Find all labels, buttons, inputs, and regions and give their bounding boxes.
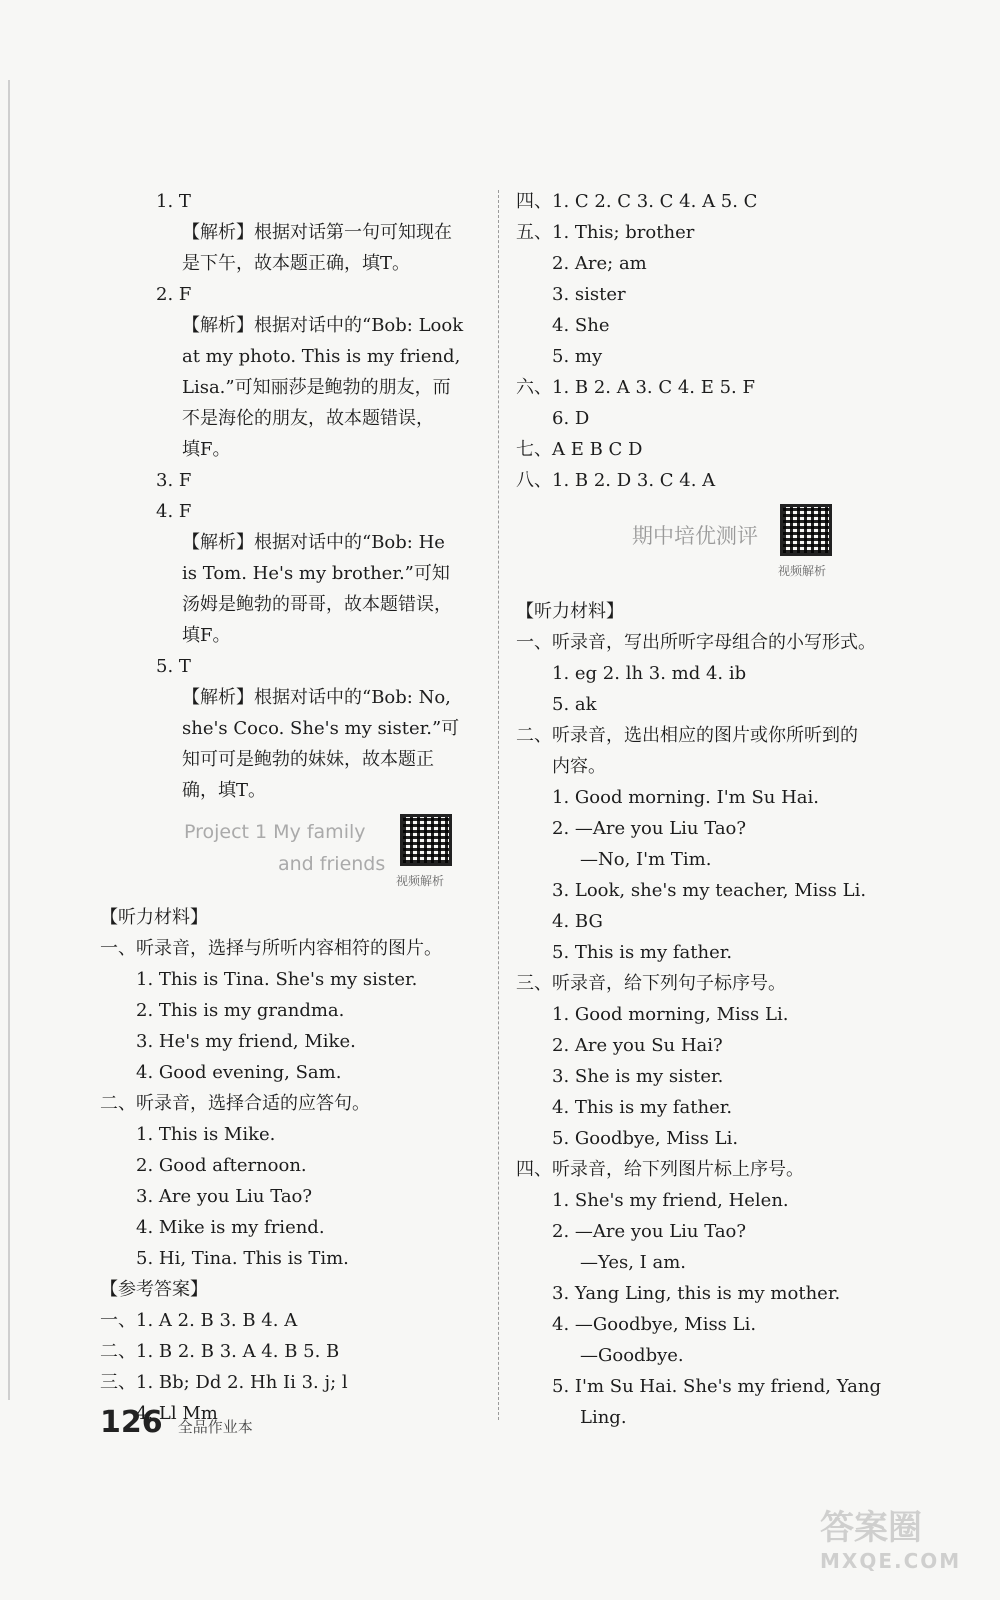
text-line: 5. T <box>156 656 191 677</box>
text-line: 5. Hi, Tina. This is Tim. <box>136 1248 349 1269</box>
text-line: 【参考答案】 <box>100 1279 208 1300</box>
text-line: is Tom. He's my brother.”可知 <box>182 563 450 584</box>
text-line: 八、1. B 2. D 3. C 4. A <box>516 470 716 491</box>
text-line: 三、1. Bb; Dd 2. Hh Ii 3. j; l <box>100 1372 348 1393</box>
text-line: —Goodbye. <box>580 1345 684 1366</box>
text-line: 5. Goodbye, Miss Li. <box>552 1128 739 1149</box>
text-line: 一、听录音，写出所听字母组合的小写形式。 <box>516 632 876 653</box>
text-line: 是下午，故本题正确，填T。 <box>182 253 411 274</box>
text-line: 汤姆是鲍勃的哥哥，故本题错误， <box>182 594 452 615</box>
text-line: 内容。 <box>552 756 606 777</box>
text-line: 三、听录音，给下列句子标序号。 <box>516 973 786 994</box>
midterm-title: 期中培优测评 <box>632 524 758 548</box>
text-line: 四、听录音，给下列图片标上序号。 <box>516 1159 804 1180</box>
qr-caption: 视频解析 <box>778 564 827 578</box>
text-line: 4. Good evening, Sam. <box>136 1062 342 1083</box>
text-line: 【解析】根据对话中的“Bob: He <box>182 532 445 553</box>
watermark-logo <box>820 1500 980 1580</box>
text-line: —Yes, I am. <box>580 1252 687 1273</box>
project-title-line1: Project 1 My family <box>184 821 366 843</box>
text-line: 一、1. A 2. B 3. B 4. A <box>100 1310 298 1331</box>
left-answer-lines <box>100 186 485 806</box>
text-line: 3. Look, she's my teacher, Miss Li. <box>552 880 867 901</box>
right-answer-lines <box>516 186 911 496</box>
page-footer <box>100 1405 253 1440</box>
text-line: 5. my <box>552 346 603 367</box>
text-line: 不是海伦的朋友，故本题错误， <box>182 408 434 429</box>
text-line: 六、1. B 2. A 3. C 4. E 5. F <box>516 377 755 398</box>
text-line: 2. F <box>156 284 192 305</box>
text-line: 4. F <box>156 501 192 522</box>
text-line: 4. This is my father. <box>552 1097 733 1118</box>
text-line: 五、1. This; brother <box>516 222 695 243</box>
text-line: 4. BG <box>552 911 603 932</box>
text-line: 确，填T。 <box>182 780 267 801</box>
page-edge-line <box>8 80 10 1400</box>
text-line: 4. Mike is my friend. <box>136 1217 325 1238</box>
left-listening-lines <box>100 902 485 1429</box>
text-line: 3. sister <box>552 284 626 305</box>
watermark-top: 答案圈 <box>820 1508 922 1548</box>
project-title-line2: and friends <box>278 853 386 875</box>
watermark-bottom: MXQE.COM <box>820 1549 962 1573</box>
text-line: 5. This is my father. <box>552 942 733 963</box>
left-column <box>100 186 485 1429</box>
text-line: she's Coco. She's my sister.”可 <box>182 718 460 739</box>
page-number: 126 <box>100 1405 163 1440</box>
text-line: 1. This is Tina. She's my sister. <box>136 969 418 990</box>
text-line: 3. F <box>156 470 192 491</box>
text-line: 1. This is Mike. <box>136 1124 276 1145</box>
text-line: 1. Good morning, Miss Li. <box>552 1004 789 1025</box>
text-line: 1. T <box>156 191 191 212</box>
qr-code-icon[interactable] <box>400 814 452 866</box>
text-line: Ling. <box>580 1407 627 1428</box>
text-line: 5. ak <box>552 694 597 715</box>
text-line: 4. Ll Mm <box>136 1403 218 1424</box>
text-line: 3. Are you Liu Tao? <box>136 1186 313 1207</box>
text-line: 【听力材料】 <box>100 907 208 928</box>
qr-code-icon[interactable] <box>780 504 832 556</box>
text-line: 1. eg 2. lh 3. md 4. ib <box>552 663 747 684</box>
text-line: 2. This is my grandma. <box>136 1000 345 1021</box>
text-line: 1. Good morning. I'm Su Hai. <box>552 787 820 808</box>
text-line: 知可可是鲍勃的妹妹，故本题正 <box>182 749 434 770</box>
right-listening-lines <box>516 596 911 1433</box>
text-line: at my photo. This is my friend, <box>182 346 461 367</box>
text-line: 2. Are; am <box>552 253 647 274</box>
text-line: 一、听录音，选择与所听内容相符的图片。 <box>100 938 442 959</box>
text-line: 5. I'm Su Hai. She's my friend, Yang <box>552 1376 882 1397</box>
text-line: 二、1. B 2. B 3. A 4. B 5. B <box>100 1341 340 1362</box>
text-line: 1. She's my friend, Helen. <box>552 1190 789 1211</box>
book-name: 全品作业本 <box>177 1418 253 1436</box>
text-line: 4. She <box>552 315 610 336</box>
text-line: 6. D <box>552 408 590 429</box>
text-line: 2. —Are you Liu Tao? <box>552 1221 747 1242</box>
text-line: 3. Yang Ling, this is my mother. <box>552 1283 841 1304</box>
text-line: 【解析】根据对话第一句可知现在 <box>182 222 452 243</box>
midterm-header <box>516 496 911 596</box>
text-line: 4. —Goodbye, Miss Li. <box>552 1314 757 1335</box>
right-column <box>516 186 911 1433</box>
text-line: 【解析】根据对话中的“Bob: Look <box>182 315 464 336</box>
text-line: —No, I'm Tim. <box>580 849 712 870</box>
text-line: 四、1. C 2. C 3. C 4. A 5. C <box>516 191 758 212</box>
text-line: 【解析】根据对话中的“Bob: No, <box>182 687 451 708</box>
text-line: 填F。 <box>182 439 231 460</box>
project-header <box>100 806 485 902</box>
column-divider <box>498 190 500 1420</box>
text-line: Lisa.”可知丽莎是鲍勃的朋友，而 <box>182 377 451 398</box>
text-line: 二、听录音，选出相应的图片或你所听到的 <box>516 725 858 746</box>
text-line: 2. Good afternoon. <box>136 1155 307 1176</box>
text-line: 填F。 <box>182 625 231 646</box>
text-line: 2. Are you Su Hai? <box>552 1035 723 1056</box>
text-line: 二、听录音，选择合适的应答句。 <box>100 1093 370 1114</box>
text-line: 3. He's my friend, Mike. <box>136 1031 356 1052</box>
text-line: 3. She is my sister. <box>552 1066 724 1087</box>
text-line: 七、A E B C D <box>516 439 643 460</box>
qr-caption: 视频解析 <box>396 874 445 888</box>
text-line: 2. —Are you Liu Tao? <box>552 818 747 839</box>
text-line: 【听力材料】 <box>516 601 624 622</box>
